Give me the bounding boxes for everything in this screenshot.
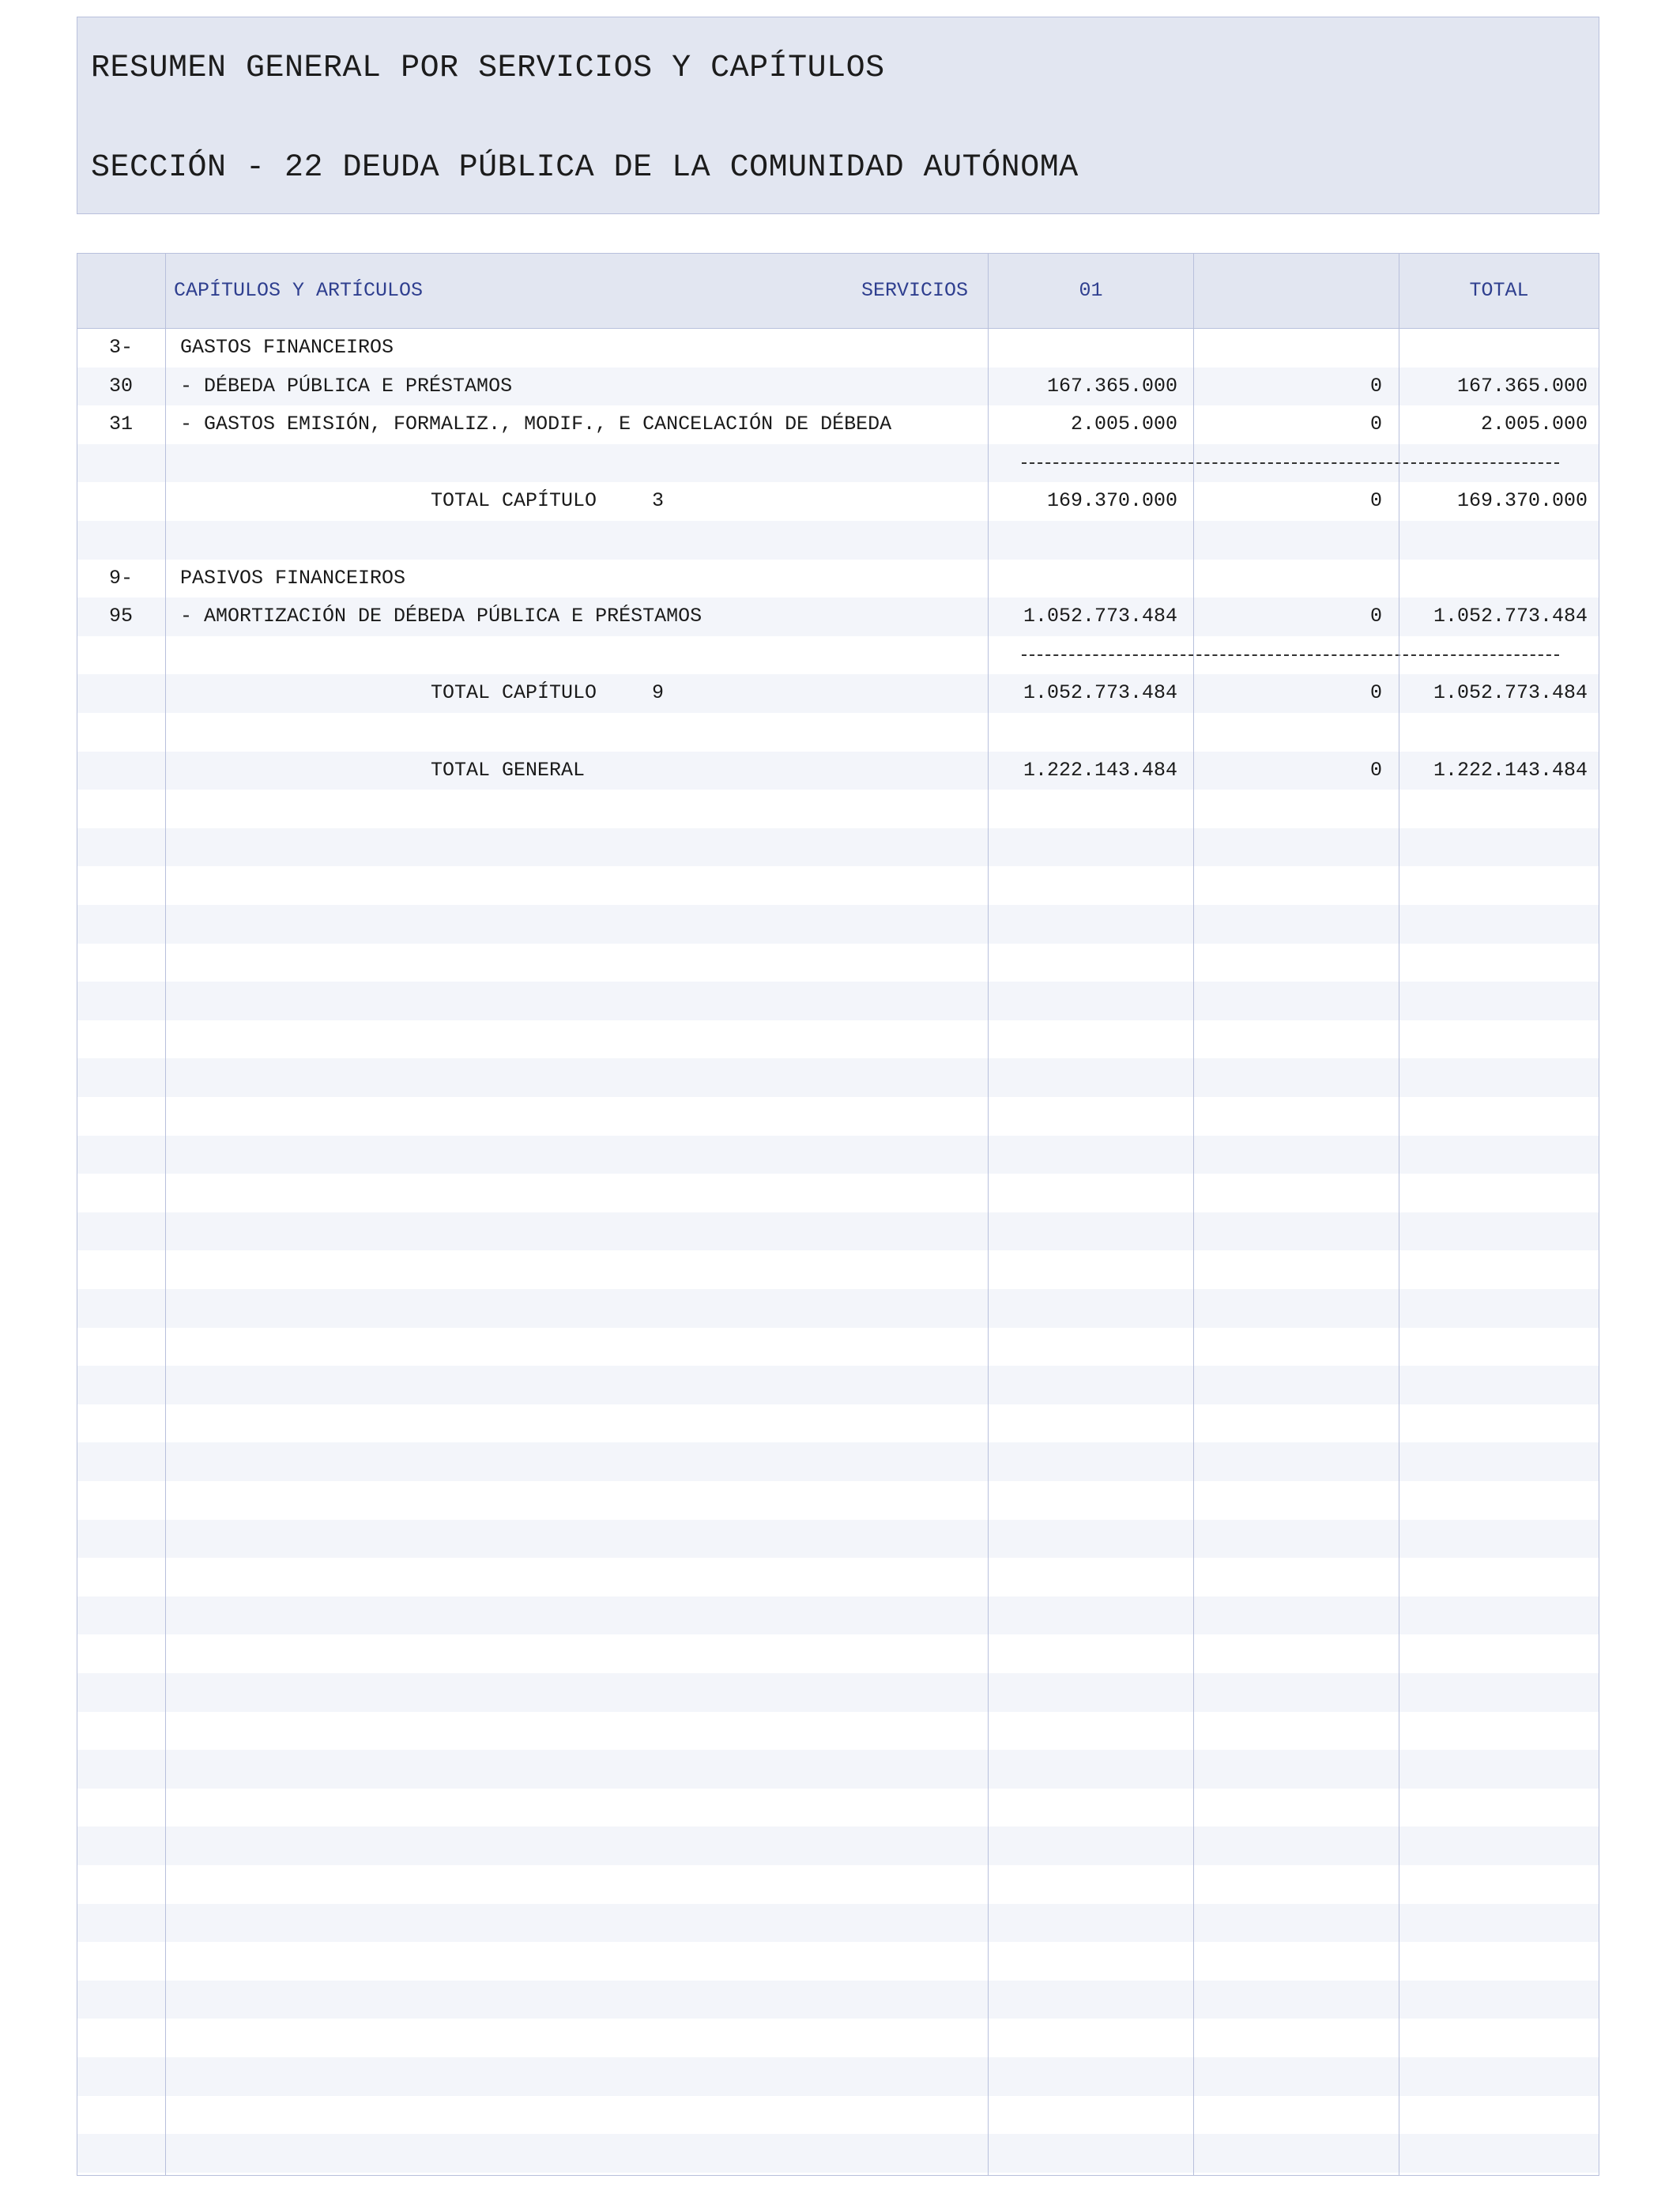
chapter-total-row: [77, 674, 1599, 713]
row-stripe: [77, 1673, 1599, 1712]
table-row: [77, 368, 1599, 406]
row-stripe: [77, 1289, 1599, 1328]
value-empty-col: 0: [1369, 413, 1382, 436]
value-01: 167.365.000: [1046, 374, 1177, 398]
row-label: GASTOS FINANCEIROS: [180, 336, 394, 359]
row-code: 9-: [108, 566, 133, 590]
row-stripe: [77, 521, 1599, 560]
row-stripe: [77, 1750, 1599, 1789]
row-stripe: [77, 2134, 1599, 2173]
report-header: [77, 17, 1599, 214]
row-code: 3-: [108, 336, 133, 359]
dashed-separator-row: [77, 636, 1599, 675]
table-row: [77, 405, 1599, 444]
column-header-servicios: SERVICIOS: [861, 279, 968, 302]
table-body: [77, 329, 1599, 2175]
row-code: 30: [108, 374, 133, 398]
row-stripe: [77, 982, 1599, 1020]
value-total: 167.365.000: [1456, 374, 1588, 398]
value-total: 169.370.000: [1456, 489, 1588, 513]
column-divider: [1193, 254, 1194, 2175]
value-empty-col: 0: [1369, 681, 1382, 705]
row-stripe: [77, 1442, 1599, 1481]
row-stripe: [77, 1904, 1599, 1943]
column-divider: [988, 254, 989, 2175]
row-stripe: [77, 1826, 1599, 1865]
value-total: 1.222.143.484: [1433, 758, 1588, 782]
value-01: 169.370.000: [1046, 489, 1177, 513]
report-title: RESUMEN GENERAL POR SERVICIOS Y CAPÍTULOS: [91, 51, 885, 86]
column-header-capitulos: CAPÍTULOS Y ARTÍCULOS: [174, 279, 424, 302]
row-stripe: [77, 828, 1599, 867]
table-header: [77, 254, 1599, 329]
value-total: 1.052.773.484: [1433, 681, 1588, 705]
table-row: [77, 560, 1599, 598]
value-01: 1.222.143.484: [1023, 758, 1177, 782]
value-empty-col: 0: [1369, 605, 1382, 628]
row-stripe: [77, 2057, 1599, 2096]
row-stripe: [77, 1596, 1599, 1635]
value-empty-col: 0: [1369, 374, 1382, 398]
column-header-01: 01: [1079, 279, 1103, 302]
row-stripe: [77, 1212, 1599, 1251]
row-label: - GASTOS EMISIÓN, FORMALIZ., MODIF., E CANCELACIÓN DE DÉBEDA: [180, 413, 892, 436]
row-stripe: [77, 1058, 1599, 1097]
dashed-separator-row: [77, 444, 1599, 483]
row-stripe: [77, 1981, 1599, 2019]
grand-total-row: [77, 752, 1599, 790]
row-stripe: [77, 1136, 1599, 1174]
column-header-total: TOTAL: [1469, 279, 1529, 302]
grand-total-label: TOTAL GENERAL: [431, 758, 586, 782]
row-label: - AMORTIZACIÓN DE DÉBEDA PÚBLICA E PRÉSTAMOS: [180, 605, 703, 628]
value-total: 1.052.773.484: [1433, 605, 1588, 628]
row-stripe: [77, 905, 1599, 944]
table-row: [77, 598, 1599, 636]
column-header-empty: [1194, 254, 1399, 327]
chapter-total-row: [77, 482, 1599, 521]
value-total: 2.005.000: [1480, 413, 1588, 436]
dashed-separator: [1022, 654, 1559, 656]
value-empty-col: 0: [1369, 489, 1382, 513]
row-label: PASIVOS FINANCEIROS: [180, 566, 406, 590]
total-chapter-label: TOTAL CAPÍTULO: [431, 489, 597, 513]
row-code: 31: [108, 413, 133, 436]
row-label: - DÉBEDA PÚBLICA E PRÉSTAMOS: [180, 374, 513, 398]
total-chapter-number: 3: [652, 489, 665, 513]
dashed-separator: [1022, 462, 1559, 464]
row-stripe: [77, 1520, 1599, 1559]
value-01: 1.052.773.484: [1023, 605, 1177, 628]
value-empty-col: 0: [1369, 758, 1382, 782]
table-row: [77, 329, 1599, 368]
row-stripe: [77, 1366, 1599, 1404]
section-title: SECCIÓN - 22 DEUDA PÚBLICA DE LA COMUNIDAD AUTÓNOMA: [91, 150, 1079, 186]
value-01: 2.005.000: [1070, 413, 1177, 436]
column-divider: [165, 254, 166, 2175]
total-chapter-label: TOTAL CAPÍTULO: [431, 681, 597, 705]
total-chapter-number: 9: [652, 681, 665, 705]
row-code: 95: [108, 605, 133, 628]
summary-table: [77, 253, 1599, 2176]
value-01: 1.052.773.484: [1023, 681, 1177, 705]
